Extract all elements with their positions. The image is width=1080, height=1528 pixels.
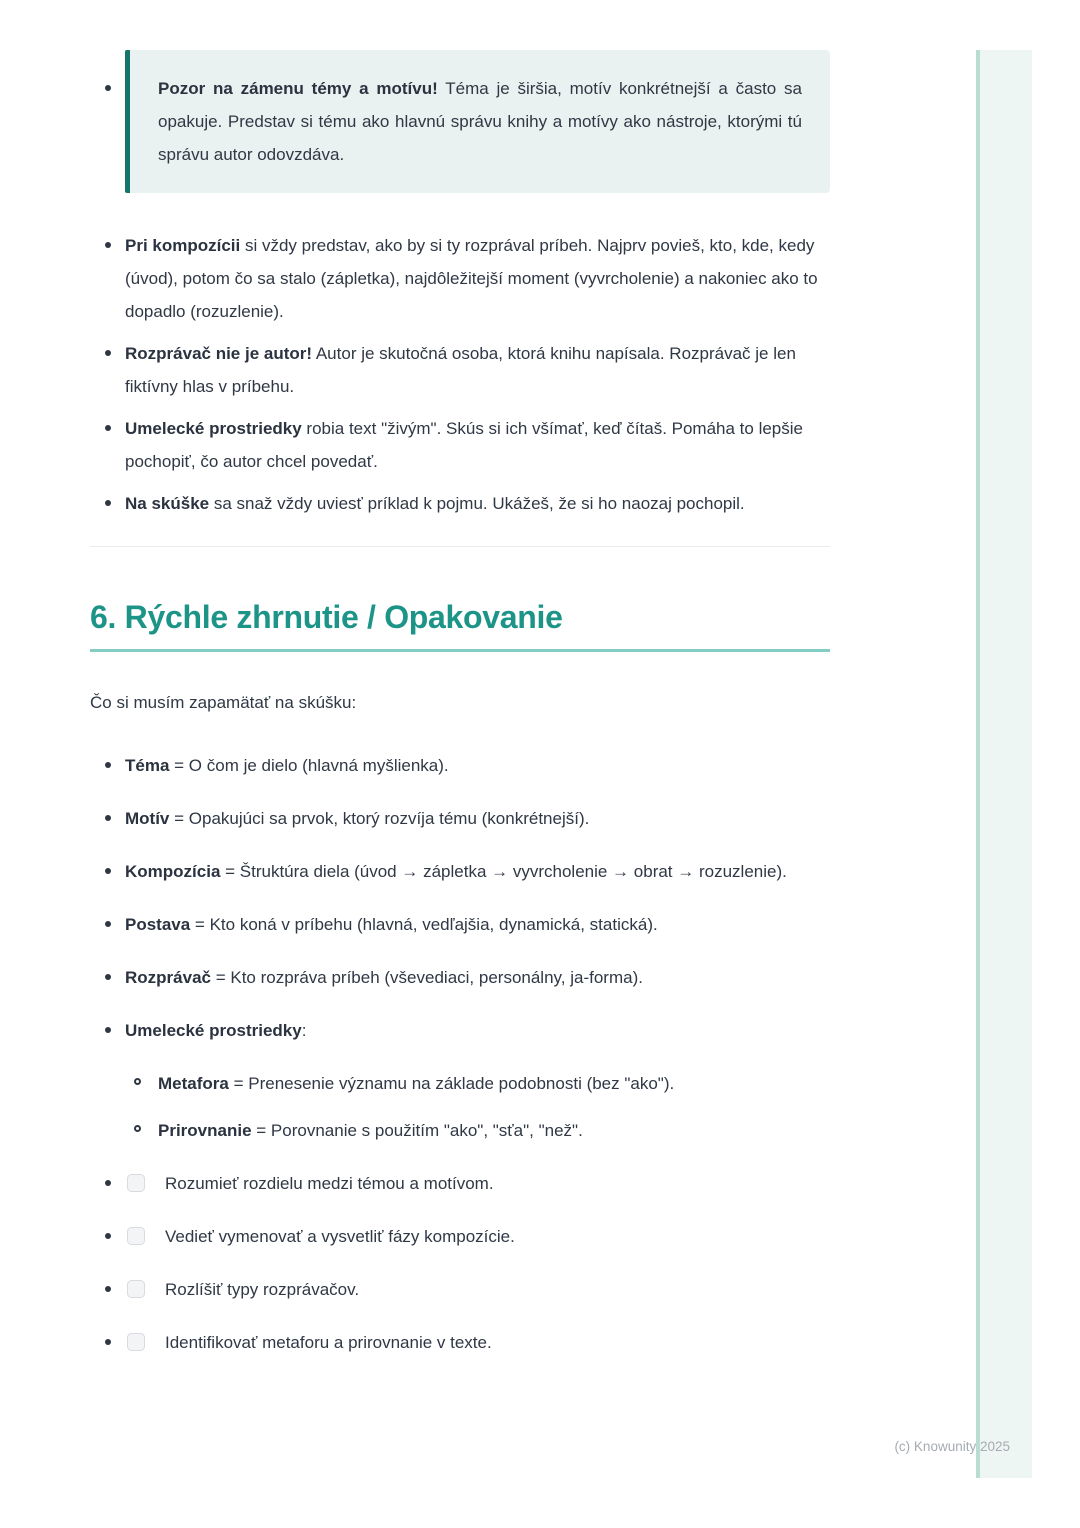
bullet-dot-icon (105, 500, 111, 506)
checklist-label: Vedieť vymenovať a vysvetliť fázy kompozície. (165, 1227, 515, 1246)
item-lead: Pri kompozícii (125, 236, 241, 255)
bullet-dot-icon (105, 868, 111, 874)
checklist-label: Rozumieť rozdielu medzi témou a motívom. (165, 1174, 494, 1193)
definition: = Porovnanie s použitím "ako", "sťa", "než". (251, 1121, 583, 1140)
checklist-checkbox[interactable] (127, 1333, 145, 1351)
tips-list (90, 229, 830, 520)
item-lead: Rozprávač nie je autor! (125, 344, 313, 363)
list-item (90, 1014, 830, 1047)
summary-list (90, 749, 830, 1359)
checklist-checkbox[interactable] (127, 1174, 145, 1192)
section-title: 6. Rýchle zhrnutie / Opakovanie (90, 599, 563, 635)
definition: = Opakujúci sa prvok, ktorý rozvíja tému (konkrétnejší). (169, 809, 590, 828)
item-lead: Na skúške (125, 494, 210, 513)
checklist-checkbox[interactable] (127, 1280, 145, 1298)
list-item (90, 749, 830, 782)
section-title-underline (90, 649, 830, 652)
list-item (90, 487, 830, 520)
checklist-item (90, 1220, 830, 1253)
list-item (90, 961, 830, 994)
definition: = Kto koná v príbehu (hlavná, vedľajšia, dynamická, statická). (190, 915, 658, 934)
item-text: sa snaž vždy uviesť príklad k pojmu. Ukážeš, že si ho naozaj pochopil. (209, 494, 745, 513)
open-circle-bullet-icon (134, 1078, 141, 1085)
sub-list-item (134, 1114, 830, 1147)
callout-lead: Pozor na zámenu témy a motívu! (158, 79, 438, 98)
list-item (90, 908, 830, 941)
term: Metafora (158, 1074, 229, 1093)
list-item (90, 855, 830, 888)
bullet-dot-icon (105, 350, 111, 356)
callout-box (125, 50, 830, 193)
bullet-dot-icon (105, 1233, 111, 1239)
checklist-item (90, 1167, 830, 1200)
section-divider (90, 546, 830, 547)
bullet-dot-icon (105, 1286, 111, 1292)
checklist-checkbox[interactable] (127, 1227, 145, 1245)
list-item (90, 412, 830, 478)
bullet-dot-icon (105, 242, 111, 248)
bullet-dot-icon (105, 1180, 111, 1186)
definition: = Kto rozpráva príbeh (vševediaci, personálny, ja-forma). (210, 968, 643, 987)
definition: : (301, 1021, 307, 1040)
item-lead: Umelecké prostriedky (125, 419, 302, 438)
list-item (90, 802, 830, 835)
copyright-watermark: (c) Knowunity 2025 (894, 1439, 1010, 1454)
term: Kompozícia (125, 862, 221, 881)
sub-list-item (134, 1067, 830, 1100)
bullet-dot-icon (105, 762, 111, 768)
item-text: si vždy predstav, ako by si ty rozprával príbeh. Najprv povieš, kto, kde, kedy (úvod), potom čo sa stalo (zápletka), najdôležitejší moment (vyvrcholenie) a nakoniec ako to dopadlo (rozuzlenie). (125, 236, 818, 321)
term: Umelecké prostriedky (125, 1021, 302, 1040)
checklist-item (90, 1326, 830, 1359)
section-intro: Čo si musím zapamätať na skúšku: (90, 693, 357, 712)
bullet-dot-icon (105, 1339, 111, 1345)
list-item (90, 229, 830, 328)
term: Postava (125, 915, 191, 934)
bullet-dot-icon (105, 921, 111, 927)
callout-list-item (90, 50, 830, 193)
definition: = Prenesenie významu na základe podobnosti (bez "ako"). (228, 1074, 675, 1093)
callout-text: Téma je širšia, motív konkrétnejší a často sa opakuje. Predstav si tému ako hlavnú správu knihy a motívy ako nástroje, ktorými tú správu autor odovzdáva. (158, 79, 802, 164)
bullet-dot-icon (105, 85, 111, 91)
bullet-dot-icon (105, 1027, 111, 1033)
bullet-dot-icon (105, 425, 111, 431)
exam-checklist (90, 1167, 830, 1359)
checklist-label: Rozlíšiť typy rozprávačov. (165, 1280, 360, 1299)
document-content (90, 0, 830, 1379)
term: Rozprávač (125, 968, 211, 987)
list-item (90, 337, 830, 403)
term: Prirovnanie (158, 1121, 252, 1140)
bullet-dot-icon (105, 974, 111, 980)
open-circle-bullet-icon (134, 1125, 141, 1132)
item-text: Autor je skutočná osoba, ktorá knihu napísala. Rozprávač je len fiktívny hlas v príbehu. (125, 344, 796, 396)
checklist-label: Identifikovať metaforu a prirovnanie v texte. (165, 1333, 492, 1352)
item-text: robia text "živým". Skús si ich všímať, keď čítaš. Pomáha to lepšie pochopiť, čo autor chcel povedať. (125, 419, 803, 471)
definition: = Štruktúra diela (úvod → zápletka → vyvrcholenie → obrat → rozuzlenie). (220, 862, 787, 881)
term: Téma (125, 756, 170, 775)
page-side-accent-bar (976, 50, 1032, 1478)
definition: = O čom je dielo (hlavná myšlienka). (169, 756, 449, 775)
term: Motív (125, 809, 170, 828)
checklist-item (90, 1273, 830, 1306)
bullet-dot-icon (105, 815, 111, 821)
sub-list (134, 1067, 830, 1147)
